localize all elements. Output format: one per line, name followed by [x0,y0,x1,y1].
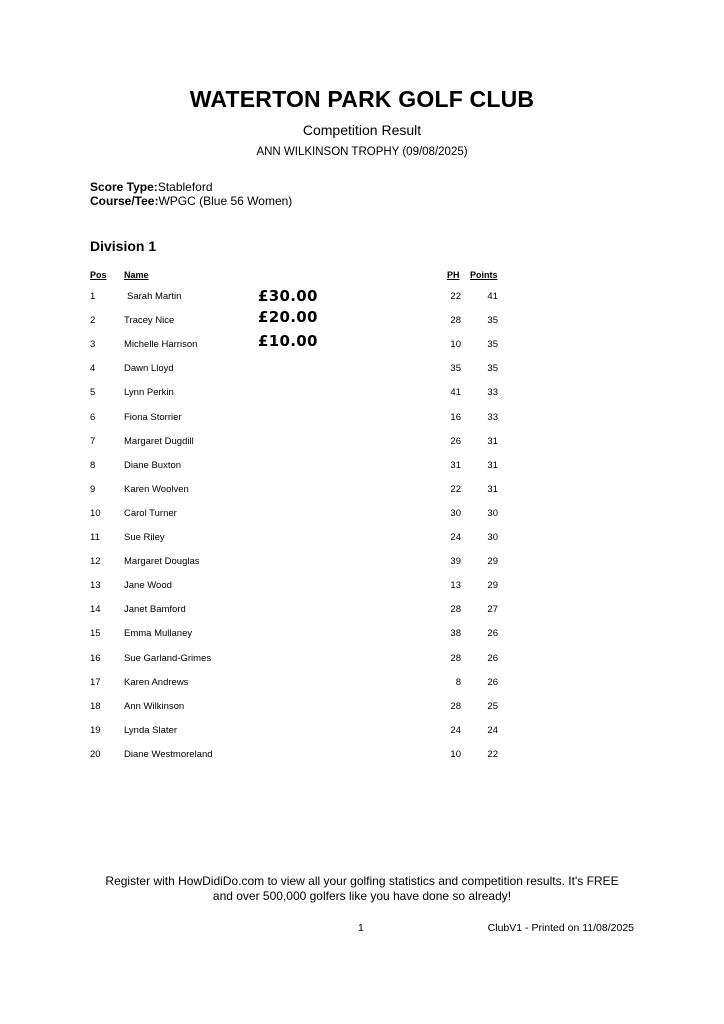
row-pos: 14 [90,604,101,616]
row-playing-handicap: 28 [450,652,461,664]
row-pos: 15 [90,628,101,640]
row-pos: 12 [90,556,101,568]
column-header-points: Points [470,270,498,280]
row-points: 29 [487,556,498,568]
course-tee-label: Course/Tee: [90,194,159,208]
row-player-name: Emma Mullaney [124,628,193,640]
row-pos: 11 [90,532,100,543]
row-points: 26 [487,652,498,664]
competition-meta [90,180,292,208]
row-playing-handicap: 38 [450,628,461,640]
row-pos: 16 [90,652,101,664]
row-points: 26 [487,676,498,688]
course-tee-value: WPGC (Blue 56 Women) [158,194,293,208]
row-playing-handicap: 28 [450,604,461,616]
page-subtitle: Competition Result [302,122,422,138]
table-row [0,556,724,576]
row-playing-handicap: 10 [450,748,461,760]
score-type-value: Stableford [157,180,213,194]
row-pos: 20 [90,748,101,760]
row-pos: 4 [90,363,96,375]
row-pos: 18 [90,700,101,712]
row-points: 29 [487,580,498,592]
footer-promo [0,874,724,904]
course-tee-line [90,194,292,208]
row-pos: 6 [90,411,96,423]
row-pos: 9 [90,483,96,495]
row-playing-handicap: 22 [450,291,461,302]
table-row [0,701,724,721]
table-row [0,315,724,335]
column-header-name: Name [124,270,149,280]
row-pos: 8 [90,459,96,471]
row-points: 25 [487,700,498,712]
row-pos: 17 [90,676,101,688]
row-player-name: Sue Riley [124,532,165,543]
table-row [0,508,724,528]
printed-on: ClubV1 - Printed on 11/08/2025 [487,922,634,934]
table-row [0,604,724,624]
table-row [0,749,724,769]
row-playing-handicap: 30 [450,507,461,519]
column-header-pos: Pos [90,270,107,280]
prize-first: £30.00 [258,287,318,305]
table-row [0,725,724,745]
row-player-name: Dawn Lloyd [124,363,174,375]
table-row [0,291,724,311]
row-points: 33 [487,411,498,423]
row-points: 33 [487,387,498,399]
competition-name: ANN WILKINSON TROPHY (09/08/2025) [256,146,468,158]
row-player-name: Ann Wilkinson [124,700,185,712]
row-player-name: Margaret Douglas [124,556,200,568]
footer-promo-line-2: and over 500,000 golfers like you have done so already! [212,889,512,903]
row-player-name: Janet Bamford [124,604,186,616]
row-playing-handicap: 26 [450,435,461,447]
row-playing-handicap: 13 [450,580,461,592]
row-player-name: Tracey Nice [124,315,175,327]
row-points: 31 [487,435,498,447]
row-playing-handicap: 28 [450,315,461,327]
prize-third: £10.00 [258,332,318,350]
row-pos: 5 [90,387,96,399]
table-row [0,677,724,697]
row-player-name: Fiona Storrier [124,411,182,423]
division-title: Division 1 [90,238,157,254]
table-row [0,653,724,673]
table-row [0,436,724,456]
row-points: 35 [487,363,498,375]
row-playing-handicap: 39 [450,556,461,568]
row-playing-handicap: 41 [450,387,461,399]
row-pos: 19 [90,724,101,736]
table-row [0,460,724,480]
row-player-name: Sue Garland-Grimes [124,652,212,664]
row-points: 27 [487,604,498,616]
row-player-name: Karen Andrews [124,676,189,688]
row-playing-handicap: 8 [455,676,461,688]
row-points: 31 [487,459,498,471]
row-player-name: Diane Westmoreland [124,748,213,760]
row-points: 31 [487,483,498,495]
column-header-ph: PH [447,270,460,280]
row-player-name: Karen Woolven [124,483,189,495]
row-player-name: Lynn Perkin [124,387,174,399]
table-row [0,628,724,648]
row-points: 35 [487,315,498,327]
table-row [0,580,724,600]
row-pos: 10 [90,507,101,519]
row-player-name: Jane Wood [124,580,172,592]
table-row [0,363,724,383]
row-player-name: Margaret Dugdill [124,435,194,447]
row-player-name: Lynda Slater [124,724,177,736]
table-row [0,484,724,504]
row-player-name: Carol Turner [124,507,177,519]
row-playing-handicap: 31 [450,459,461,471]
row-pos: 7 [90,435,96,447]
row-playing-handicap: 24 [450,532,461,543]
row-player-name: Sarah Martin [127,291,182,302]
score-type-label: Score Type: [90,180,158,194]
row-player-name: Michelle Harrison [124,339,198,351]
row-points: 41 [487,291,498,302]
row-pos: 3 [90,339,96,351]
prize-second: £20.00 [258,308,318,326]
row-points: 35 [487,339,498,351]
row-player-name: Diane Buxton [124,459,182,471]
table-row [0,532,724,552]
row-points: 30 [487,532,498,543]
club-name: WATERTON PARK GOLF CLUB [189,86,535,112]
table-row [0,339,724,359]
row-playing-handicap: 28 [450,700,461,712]
row-pos: 13 [90,580,101,592]
row-pos: 1 [90,291,96,302]
table-row [0,387,724,407]
row-playing-handicap: 24 [450,724,461,736]
page-number: 1 [358,922,364,934]
footer-promo-line-1: Register with HowDidiDo.com to view all your golfing statistics and competition results. It's FREE [105,874,619,888]
row-playing-handicap: 22 [450,483,461,495]
row-points: 30 [487,507,498,519]
row-pos: 2 [90,315,96,327]
table-row [0,412,724,432]
row-playing-handicap: 35 [450,363,461,375]
row-playing-handicap: 10 [450,339,461,351]
row-points: 22 [487,748,498,760]
row-playing-handicap: 16 [450,411,461,423]
row-points: 24 [487,724,498,736]
row-points: 26 [487,628,498,640]
score-type-line [90,180,292,194]
